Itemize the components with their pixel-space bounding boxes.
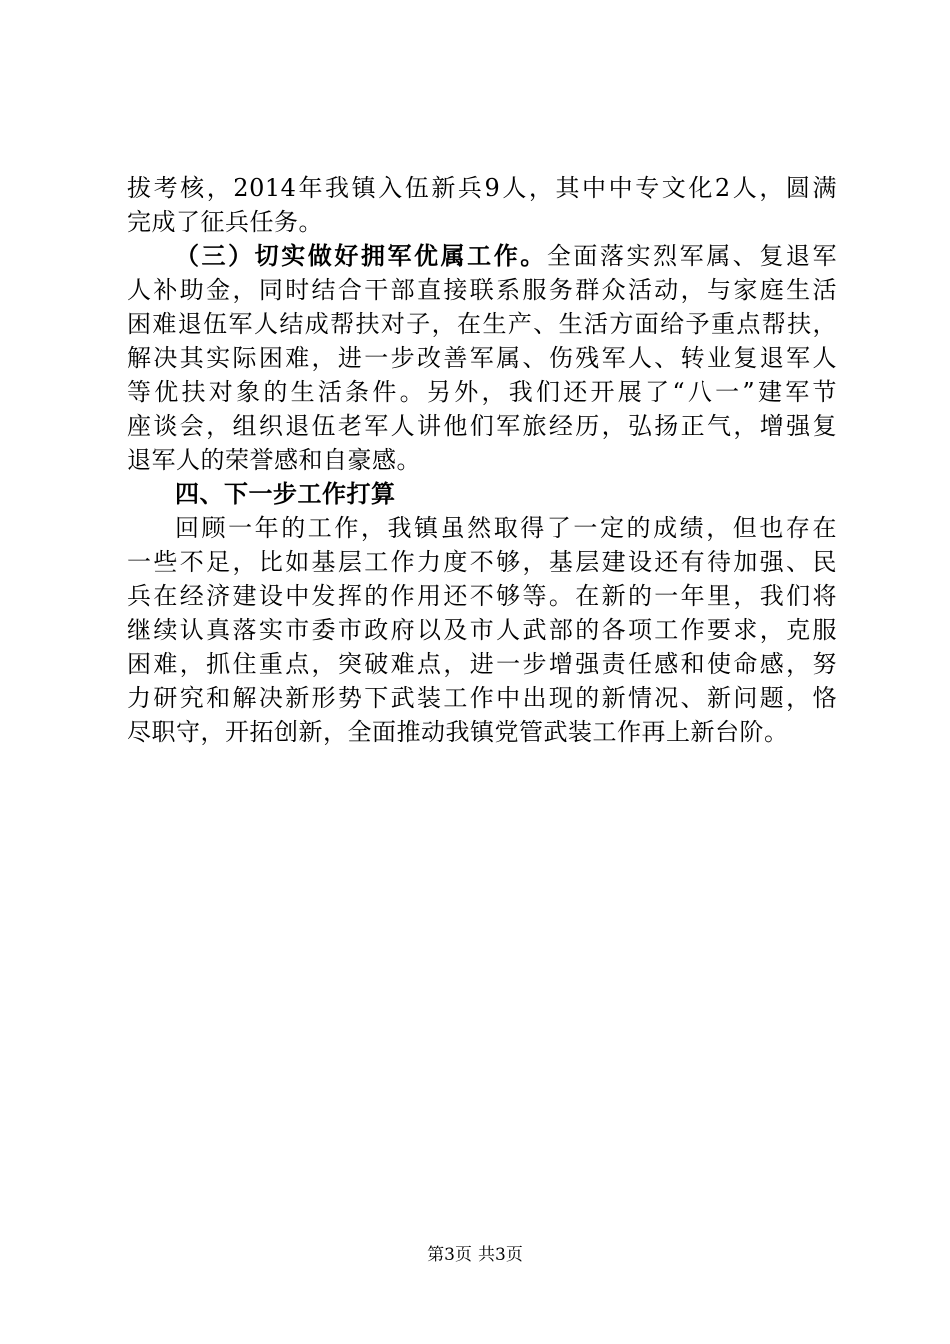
text-line: 回顾一年的工作，我镇虽然取得了一定的成绩，但也存在 <box>175 514 837 542</box>
document-body <box>127 171 837 749</box>
section-4-heading: 四、下一步工作打算 <box>175 480 396 508</box>
text-line: 兵在经济建设中发挥的作用还不够等。在新的一年里，我们将 <box>127 582 837 610</box>
text-line: 人补助金，同时结合干部直接联系服务群众活动，与家庭生活 <box>127 276 837 304</box>
text-line: 解决其实际困难，进一步改善军属、伤残军人、转业复退军人 <box>127 344 837 372</box>
text-line: 尽职守，开拓创新，全面推动我镇党管武装工作再上新台阶。 <box>127 718 789 746</box>
text-line: 一些不足，比如基层工作力度不够，基层建设还有待加强、民 <box>127 548 837 576</box>
page-footer <box>0 1243 950 1267</box>
text-line: 拔考核，2014年我镇入伍新兵9人，其中中专文化2人，圆满 <box>127 174 837 202</box>
text-line: 困难，抓住重点，突破难点，进一步增强责任感和使命感，努 <box>127 650 837 678</box>
text-line: 继续认真落实市委市政府以及市人武部的各项工作要求，克服 <box>127 616 837 644</box>
text-line: 困难退伍军人结成帮扶对子，在生产、生活方面给予重点帮扶， <box>127 310 837 338</box>
text-line: 等优扶对象的生活条件。另外，我们还开展了“八一”建军节 <box>127 378 837 406</box>
text-run: 全面落实烈军属、复退军 <box>546 242 837 270</box>
section-3-first-line <box>127 239 837 273</box>
section-3-heading: （三）切实做好拥军优属工作。 <box>175 242 547 270</box>
text-line: 力研究和解决新形势下武装工作中出现的新情况、新问题，恪 <box>127 684 837 712</box>
text-line: 座谈会，组织退伍老军人讲他们军旅经历，弘扬正气，增强复 <box>127 412 837 440</box>
page-number: 第3页 <box>427 1245 472 1265</box>
text-line: 退军人的荣誉感和自豪感。 <box>127 446 421 474</box>
page-total: 共3页 <box>478 1245 523 1265</box>
text-line: 完成了征兵任务。 <box>127 208 323 236</box>
